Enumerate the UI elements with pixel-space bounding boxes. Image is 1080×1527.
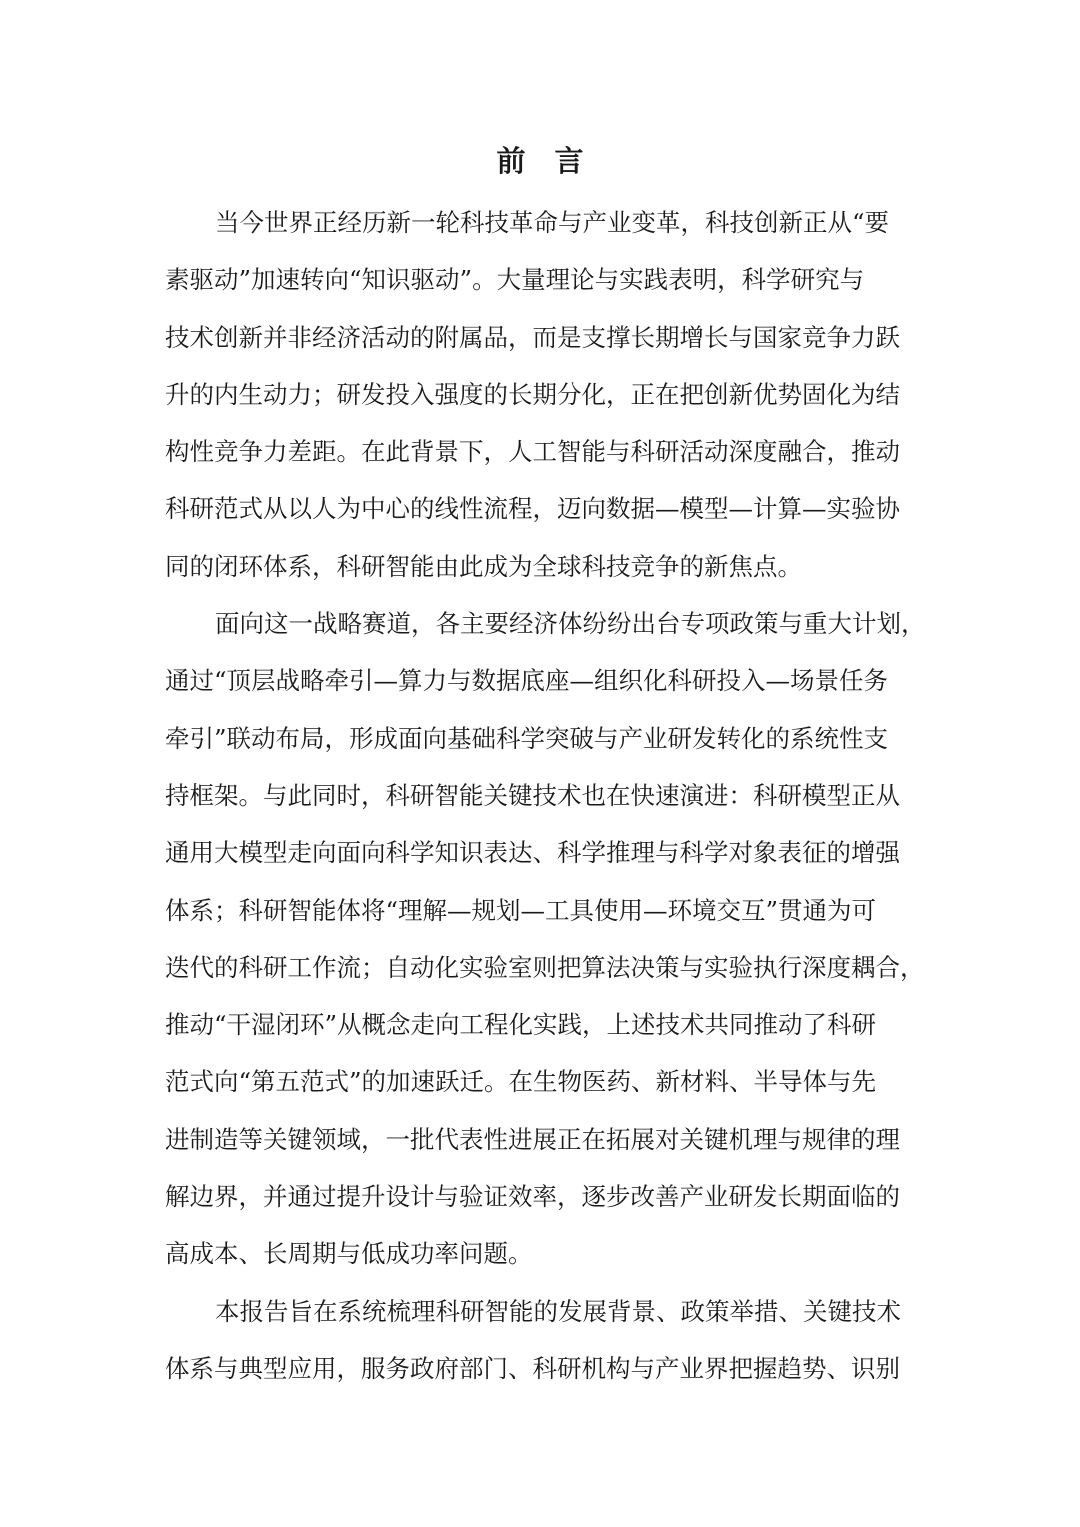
text-line: 体系；科研智能体将“理解—规划—工具使用—环境交互”贯通为可 [165,895,877,925]
text-line: 同的闭环体系，科研智能由此成为全球科技竞争的新焦点。 [165,551,802,581]
text-line: 技术创新并非经济活动的附属品，而是支撑长期增长与国家竞争力跃 [165,322,900,352]
page-title [0,138,1080,184]
text-line: 面向这一战略赛道，各主要经济体纷纷出台专项政策与重大计划， [215,609,926,639]
text-line: 持框架。与此同时，科研智能关键技术也在快速演进：科研模型正从 [165,780,900,810]
paragraph-1 [165,194,915,595]
text-line: 当今世界正经历新一轮科技革命与产业变革，科技创新正从“要 [215,208,890,237]
title-char-1: 前 [496,144,526,178]
paragraph-2 [165,595,926,1283]
text-line: 高成本、长周期与低成功率问题。 [165,1239,533,1269]
text-line: 解边界，并通过提升设计与验证效率，逐步改善产业研发长期面临的 [165,1182,900,1212]
text-line: 升的内生动力；研发投入强度的长期分化，正在把创新优势固化为结 [165,379,900,409]
text-line: 范式向“第五范式”的加速跃迁。在生物医药、新材料、半导体与先 [165,1067,877,1097]
text-line: 构性竞争力差距。在此背景下，人工智能与科研活动深度融合，推动 [165,437,900,467]
text-line: 进制造等关键领域，一批代表性进展正在拓展对关键机理与规律的理 [165,1124,900,1154]
text-line: 通用大模型走向面向科学知识表达、科学推理与科学对象表征的增强 [165,838,900,868]
text-line: 科研范式从以人为中心的线性流程，迈向数据—模型—计算—实验协 [165,494,900,524]
text-line: 体系与典型应用，服务政府部门、科研机构与产业界把握趋势、识别 [165,1353,900,1383]
text-line: 牵引”联动布局，形成面向基础科学突破与产业研发转化的系统性支 [165,723,889,753]
text-line: 迭代的科研工作流；自动化实验室则把算法决策与实验执行深度耦合， [165,952,925,982]
paragraph-3 [165,1283,915,1398]
text-line: 素驱动”加速转向“知识驱动”。大量理论与实践表明，科学研究与 [165,265,865,295]
document-body [165,194,926,1397]
text-line: 通过“顶层战略牵引—算力与数据底座—组织化科研投入—场景任务 [165,666,889,696]
title-char-2: 言 [554,144,584,178]
text-line: 推动“干湿闭环”从概念走向工程化实践，上述技术共同推动了科研 [165,1010,877,1040]
text-line: 本报告旨在系统梳理科研智能的发展背景、政策举措、关键技术 [215,1296,901,1326]
